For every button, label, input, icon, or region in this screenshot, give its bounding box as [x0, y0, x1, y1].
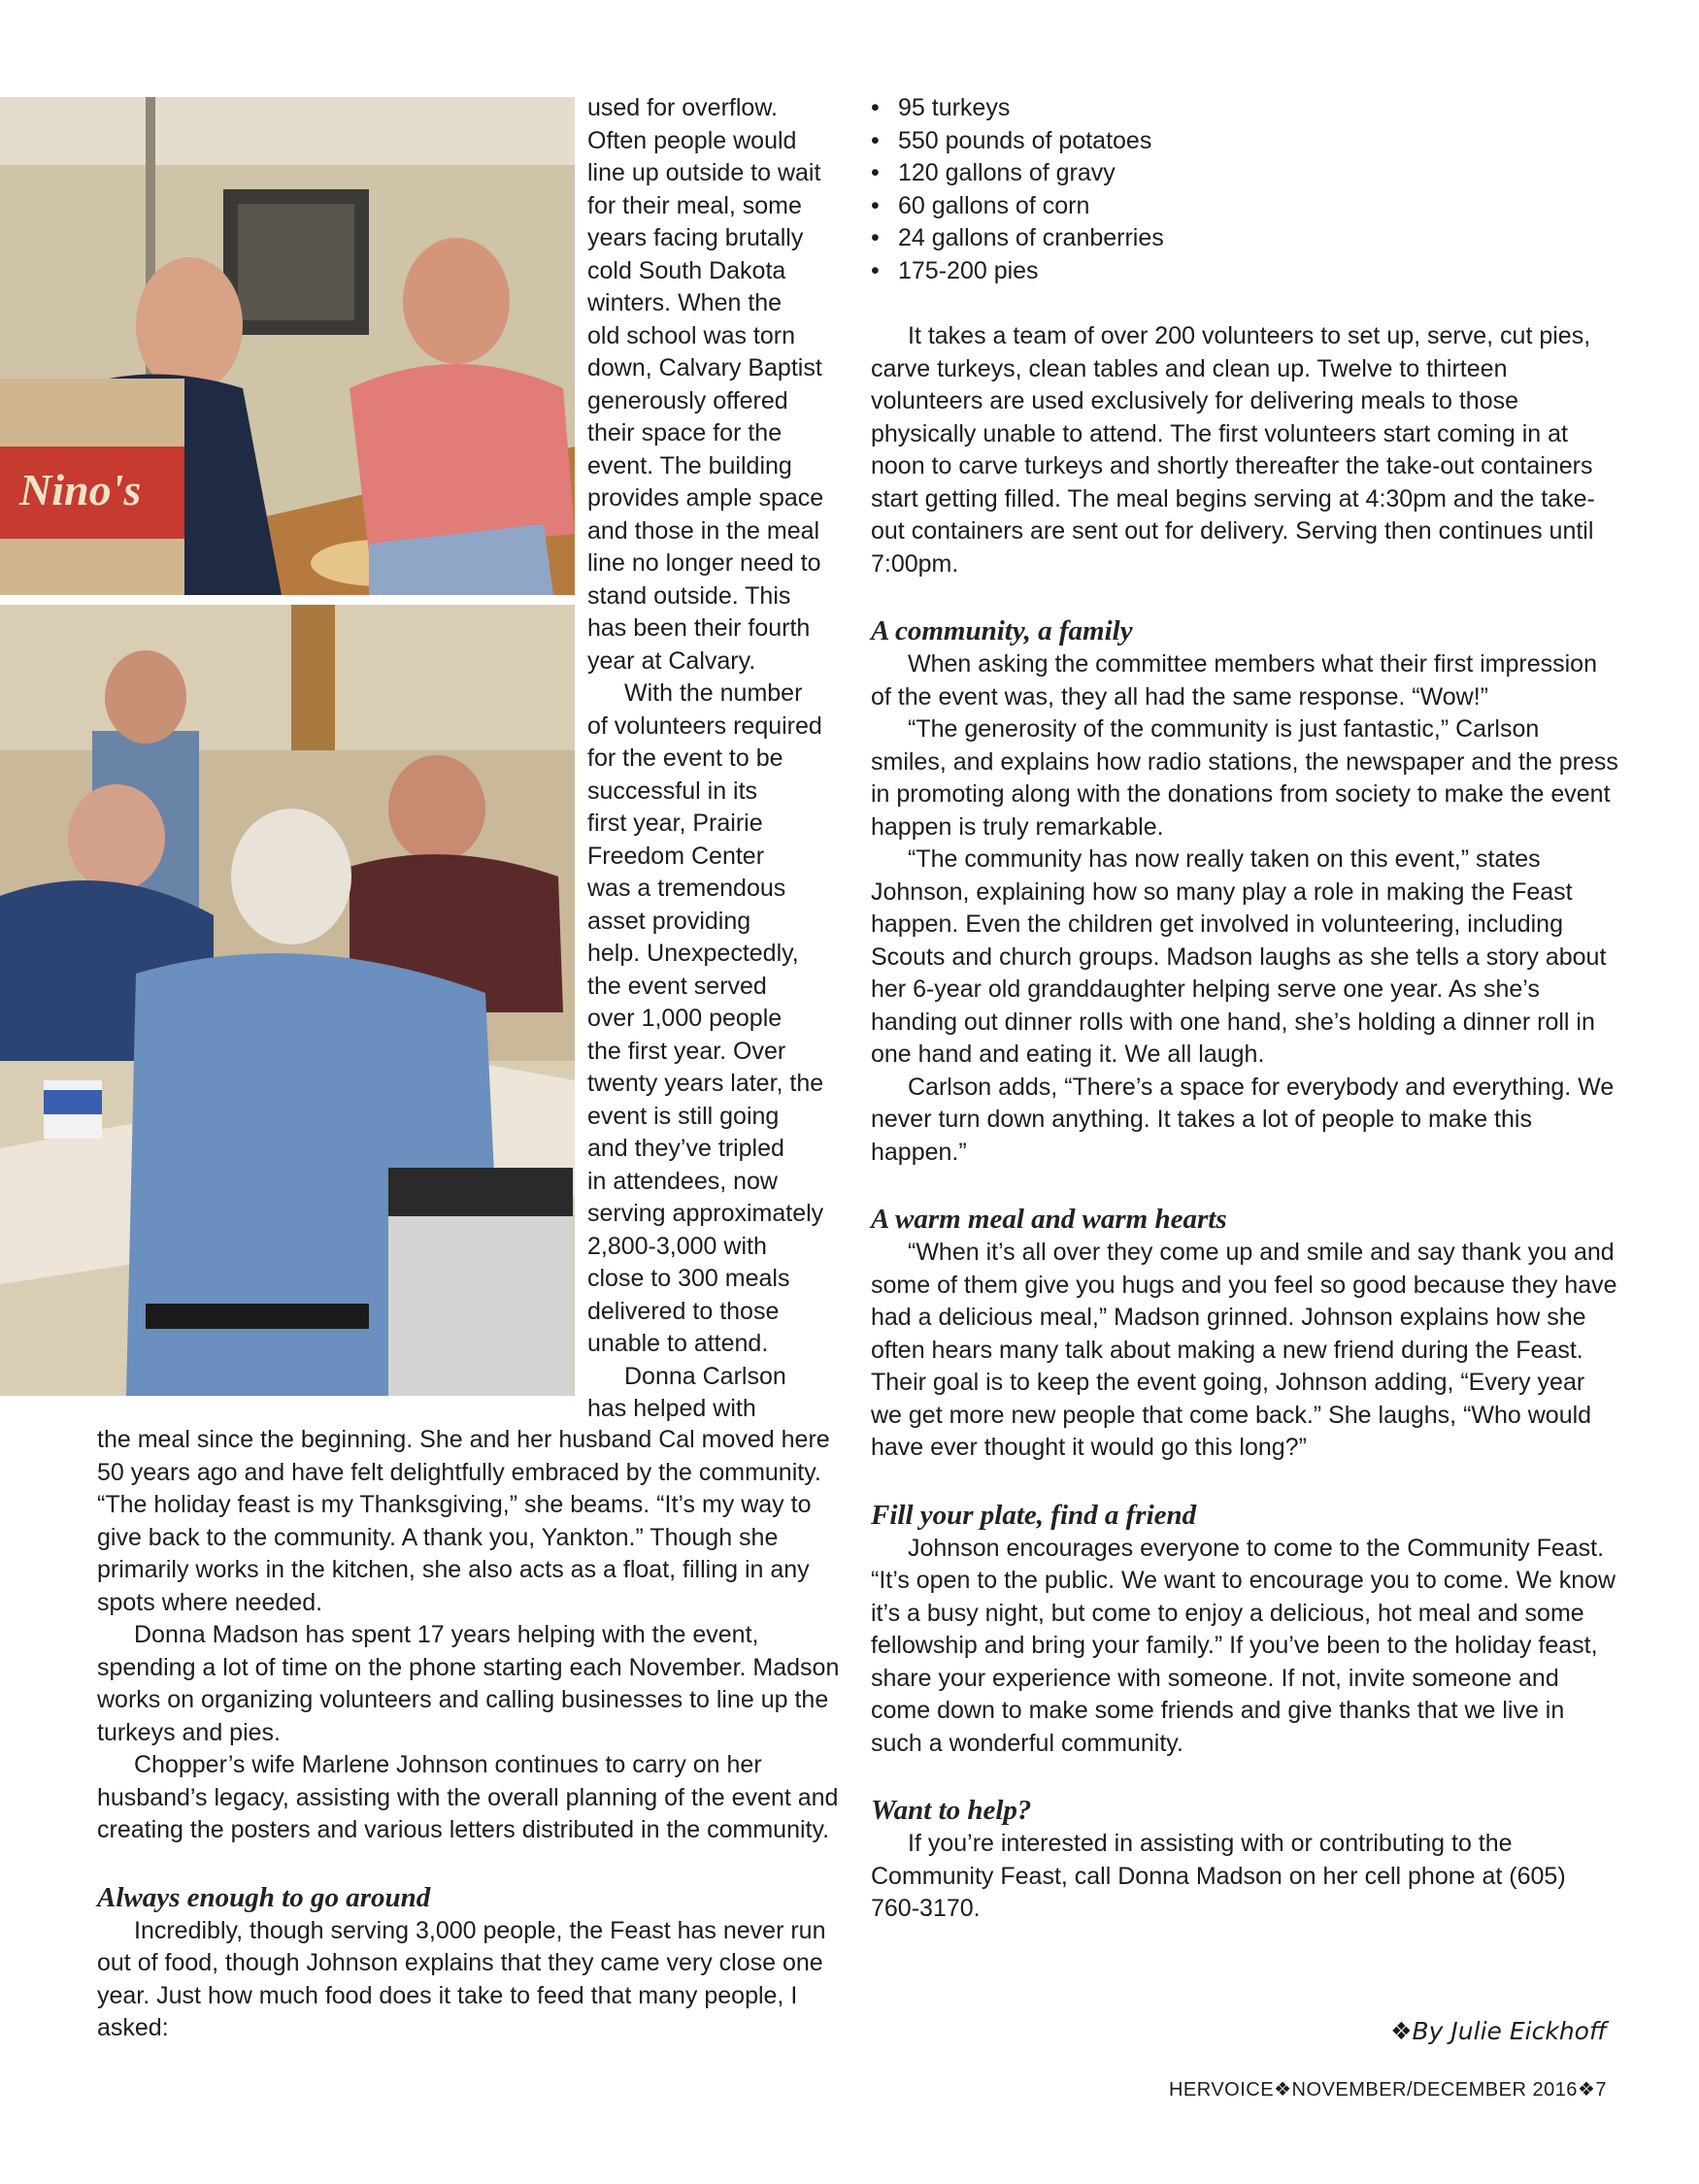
paragraph-taken-on: “The community has now really taken on this event,” states Johnson, explaining how so many play a role in making the Feast happen. Even the children get involved in volunteering, including Scouts and church groups. Madson laughs as she tells a story about her 6-year old granddaughter helping serve one year. As she’s handing out dinner rolls with one hand, she’s holding a dinner roll in one hand and eating it. We all laugh.	[871, 845, 1607, 1068]
narrow-text-line: the event served	[587, 972, 767, 1000]
paragraph-plate: Johnson encourages everyone to come to the Community Feast. “It’s open to the public. We want to encourage you to come. We know it’s a busy night, but come to enjoy a delicious, hot meal and some fellowship and bring your family.” If you’ve been to the holiday feast, share your experience with someone. If not, invite someone and come down to make some friends and give thanks that we live in such a wonderful community.	[871, 1534, 1616, 1757]
narrow-text-line: was a tremendous	[587, 875, 786, 902]
narrow-text-line: the first year. Over	[587, 1037, 786, 1065]
narrow-text-line: Freedom Center	[587, 842, 765, 870]
footer-page-number: 7	[1595, 2079, 1607, 2101]
narrow-text-line: cold South Dakota	[587, 256, 786, 284]
narrow-text-line: unable to attend.	[587, 1330, 769, 1357]
narrow-text-line: successful in its	[587, 777, 758, 805]
subheading-warm-meal: A warm meal and warm hearts	[871, 1204, 1227, 1235]
food-list-item: • 175-200 pies	[871, 256, 1039, 284]
page-footer	[1169, 2077, 1607, 2101]
narrow-text-line: With the number	[624, 679, 803, 707]
narrow-text-line: serving approximately	[587, 1200, 824, 1227]
narrow-text-line: in attendees, now	[587, 1167, 778, 1195]
narrow-text-line: has been their fourth	[587, 614, 811, 642]
narrow-text-line: winters. When the	[587, 289, 783, 316]
food-list-item: • 550 pounds of potatoes	[871, 126, 1152, 154]
paragraph-never-run-out: Incredibly, though serving 3,000 people, the Feast has never run out of food, though Johnson explains that they came very close one year. Just how much food does it take to feed that many people, I asked:	[97, 1916, 826, 2041]
food-list	[871, 92, 1618, 287]
narrow-text-line: down, Calvary Baptist	[587, 354, 822, 381]
narrow-text-line: for the event to be	[587, 745, 783, 772]
paragraph-generosity: “The generosity of the community is just fantastic,” Carlson smiles, and explains how radio stations, the newspaper and the press in promoting along with the donations from society to make the event happen is truly remarkable.	[871, 715, 1618, 841]
footer-separator: ❖	[1274, 2079, 1292, 2101]
narrow-text-line: of volunteers required	[587, 711, 822, 740]
narrow-text-line: delivered to those	[587, 1297, 780, 1325]
narrow-text-line: and they’ve tripled	[587, 1135, 784, 1162]
narrow-text-line: over 1,000 people	[587, 1005, 783, 1032]
narrow-text-line: and those in the meal	[587, 516, 820, 545]
narrow-text-line: help. Unexpectedly,	[587, 940, 799, 967]
narrow-text-line: 2,800-3,000 with	[587, 1232, 767, 1260]
byline: ❖By Julie Eickhoff	[1390, 2017, 1607, 2045]
paragraph-team: It takes a team of over 200 volunteers to set up, serve, cut pies, carve turkeys, clean tables and clean up. Twelve to thirteen volunteers are used exclusively for delivering meals to those physically unable to attend. The first volunteers start coming in at noon to carve turkeys and shortly thereafter the take-out containers start getting filled. The meal begins serving at 4:30pm and the take-out containers are sent out for delivery. Serving then continues until 7:00pm.	[871, 322, 1595, 578]
box-label: Nino's	[19, 465, 142, 514]
paragraph-johnson: Chopper’s wife Marlene Johnson continues to carry on her husband’s legacy, assisting with the overall planning of the event and creating the posters and various letters distributed in the community.	[97, 1751, 839, 1843]
photo-men-at-table	[0, 605, 575, 1396]
narrow-text-line: asset providing	[587, 907, 751, 935]
narrow-text-line: old school was torn	[587, 321, 796, 349]
subheading-fill-plate: Fill your plate, find a friend	[871, 1499, 1197, 1531]
narrow-text-line: year at Calvary.	[587, 646, 756, 675]
article-col-left-narrow	[587, 92, 850, 1426]
narrow-text-line: has helped with	[587, 1395, 756, 1422]
paragraph-carlson: the meal since the beginning. She and her husband Cal moved here 50 years ago and have felt delightfully embraced by the community. “The holiday feast is my Thanksgiving,” she beams. “It’s my way to give back to the community. A thank you, Yankton.” Though she primarily works in the kitchen, she also acts as a float, filling in any spots where needed.	[97, 1426, 830, 1616]
narrow-text-line: first year, Prairie	[587, 810, 763, 837]
narrow-text-line: used for overflow.	[587, 94, 778, 121]
paragraph-madson: Donna Madson has spent 17 years helping with the event, spending a lot of time on the phone starting each November. Madson works on organizing volunteers and calling businesses to line up the turkeys and pies.	[97, 1621, 840, 1746]
footer-magazine: HERVOICE	[1168, 2079, 1275, 2101]
food-list-item: • 24 gallons of cranberries	[871, 224, 1164, 251]
narrow-text-line: close to 300 meals	[587, 1265, 790, 1292]
paragraph-space: Carlson adds, “There’s a space for everybody and everything. We never turn down anything. It takes a lot of people to make this happen.”	[871, 1073, 1615, 1166]
narrow-text-line: Often people would	[587, 126, 797, 154]
narrow-text-line: their space for the	[587, 419, 783, 447]
narrow-text-line: line up outside to wait	[587, 159, 821, 186]
subheading-always-enough: Always enough to go around	[97, 1881, 431, 1913]
subheading-community-family: A community, a family	[871, 615, 1133, 646]
article-col-right	[871, 92, 1618, 1926]
narrow-text-line: line no longer need to	[587, 549, 821, 577]
footer-issue: NOVEMBER/DECEMBER 2016	[1291, 2079, 1578, 2101]
narrow-text-line: years facing brutally	[587, 224, 804, 251]
paragraph-wow: When asking the committee members what their first impression of the event was, they all had the same response. “Wow!”	[871, 650, 1597, 711]
narrow-text-line: provides ample space	[587, 484, 824, 512]
paragraph-warm: “When it’s all over they come up and smile and say thank you and some of them give you hugs and you feel so good because they have had a delicious meal,” Madson grinned. Johnson explains how she often hears many talk about making a new friend during the Feast. Their goal is to keep the event going, Johnson adding, “Every year we get more new people that come back.” She laughs, “Who would have ever thought it would go this long?”	[871, 1239, 1617, 1461]
photo-men-with-pie	[0, 97, 575, 595]
food-list-item: • 60 gallons of corn	[871, 191, 1090, 219]
narrow-text-line: Donna Carlson	[624, 1362, 786, 1390]
narrow-text-line: stand outside. This	[587, 581, 791, 610]
narrow-text-line: event is still going	[587, 1102, 780, 1130]
narrow-text-line: for their meal, some	[587, 191, 802, 219]
paragraph-help: If you’re interested in assisting with or contributing to the Community Feast, call Donna Madson on her cell phone at (605) 760-3170.	[871, 1830, 1566, 1922]
narrow-text-line: twenty years later, the	[587, 1070, 824, 1097]
subheading-want-help: Want to help?	[871, 1795, 1032, 1826]
food-list-item: • 120 gallons of gravy	[871, 159, 1116, 186]
article-col-left-wide	[97, 1424, 854, 2045]
narrow-text-line: event. The building	[587, 451, 792, 480]
footer-separator: ❖	[1577, 2079, 1596, 2101]
food-list-item: • 95 turkeys	[871, 94, 1011, 121]
narrow-text-line: generously offered	[587, 386, 788, 414]
